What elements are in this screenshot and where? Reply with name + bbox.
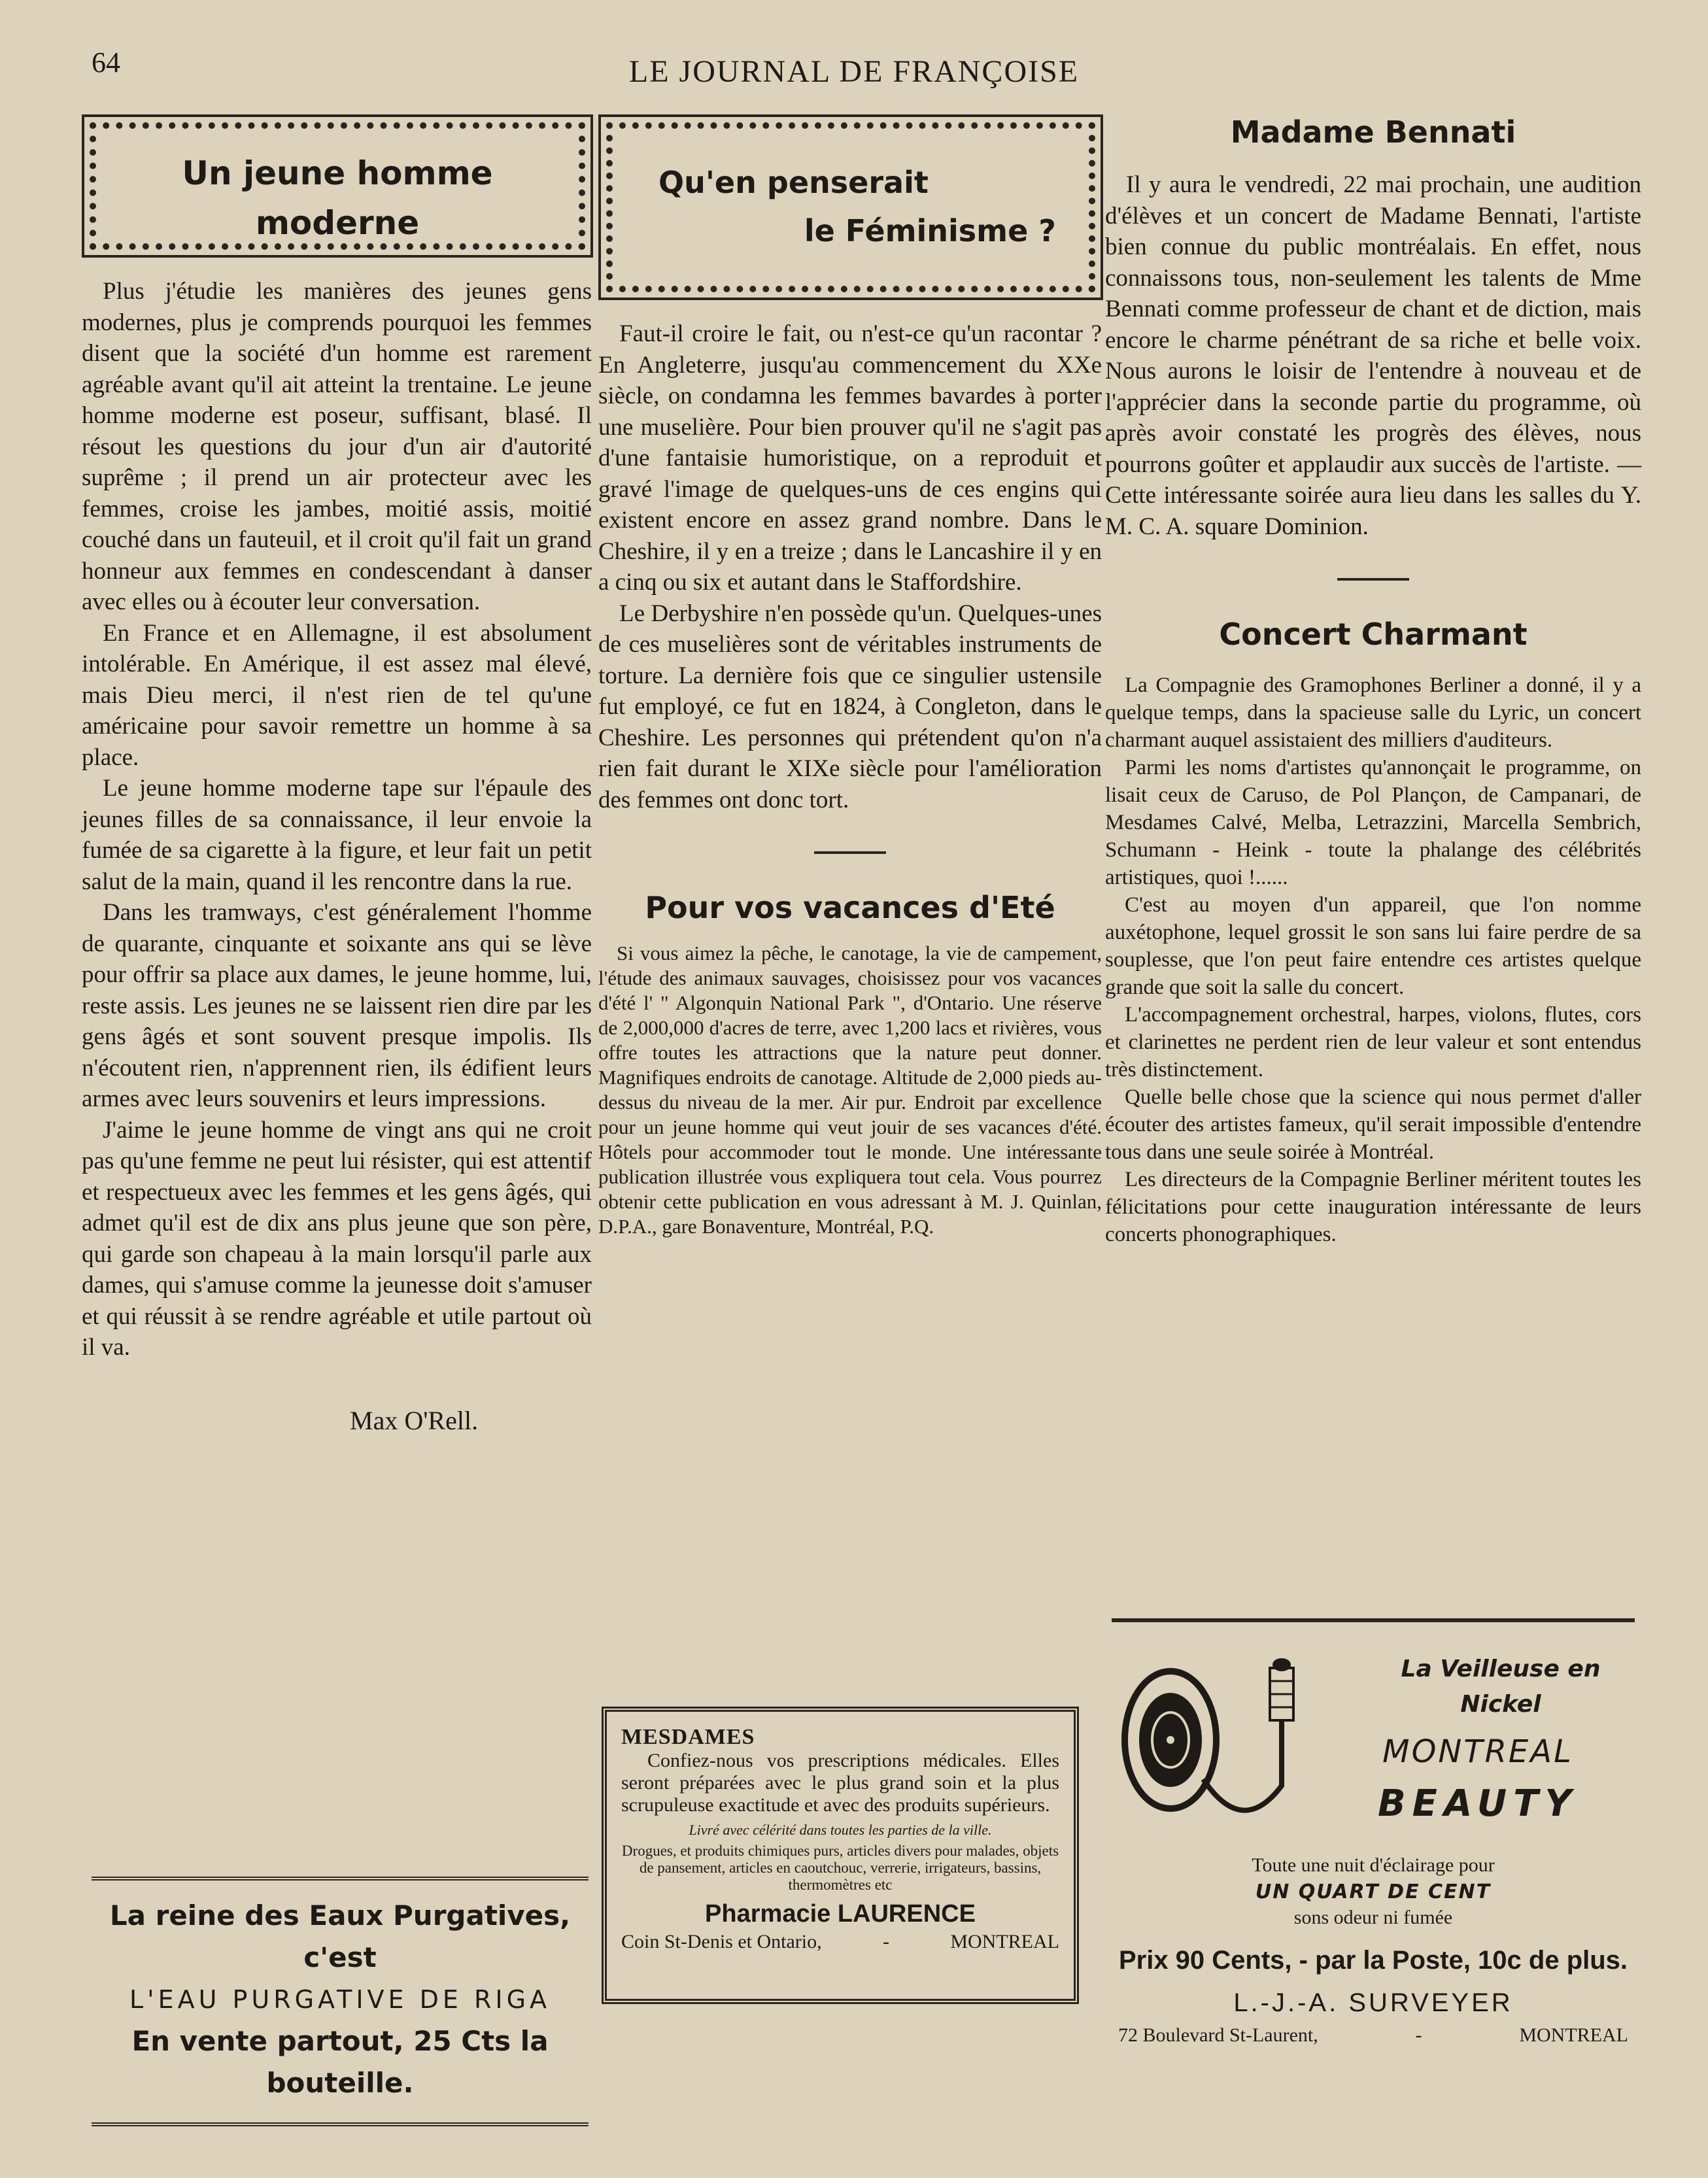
paragraph: Si vous aimez la pêche, le canotage, la vie de campement, l'étude des animaux sauvages, choisissez pour vos vacances d'été l' " Algonquin National Park ", d'Ontario. Une réserve de 2,000,000 d'acres de terre, avec 1,200 lacs et rivières, vous offre toutes les attractions que la nature peut donner. Magnifiques endroits de canotage. Altitude de 2,000 pieds au-dessus du niveau de la mer. Air pur. Endroit par excellence pour un jeune homme qui veut jouir de ses vacances d'été. Hôtels pour accommoder tout le monde. Une intéressante publication illustrée vous expliquera tout cela. Vous pourrez obtenir cette publication en vous adressant à M. J. Quinlan, D.P.A., gare Bonaventure, Montréal, P.Q. [598,942,1102,1238]
ad-pharm-name: Pharmacie LAURENCE [705,1900,976,1928]
ad-lamp-price: Prix 90 Cents, - par la Poste, 10c de plus. [1118,1946,1628,1975]
paragraph: Le jeune homme moderne tape sur l'épaule des jeunes filles de sa connaissance, il leur envoie la fumée de sa cigarette à la figure, et leur fait un petit salut de la main, quand il les rencontre dans la rue. [82,775,592,895]
paragraph: La Compagnie des Gramophones Berliner a donné, il y a quelque temps, dans la spacieuse salle du Lyric, un concert charmant auquel assistaient des milliers d'auditeurs. [1105,673,1641,752]
article-heading: Pour vos vacances d'Eté [645,890,1055,925]
page-number: 64 [92,46,120,78]
advertisement-pharmacie [602,1707,1079,2004]
article-body [598,318,1102,815]
ad-lamp-line-2: Nickel [1460,1691,1541,1718]
column-2 [598,114,1102,1239]
ad-riga-line-2: L'EAU PURGATIVE DE RIGA [129,1985,551,2014]
article-body [598,941,1102,1239]
article-title-frame [90,122,585,250]
ad-pharm-text: Confiez-nous vos prescriptions médicales. Elles seront préparées avec le plus grand soin et la plus scrupuleuse exactitude et avec des produits supérieurs. [621,1750,1059,1816]
lamp-illustration [1118,1642,1334,1851]
article-title-frame [606,122,1095,292]
author-signature: Max O'Rell. [350,1405,479,1435]
paragraph: L'accompagnement orchestral, harpes, violons, flutes, cors et clarinettes ne perdent rien de leur valeur et sont entendus très distinctement. [1105,1003,1641,1081]
ad-lamp-city: MONTREAL [1519,2024,1628,2046]
journal-title: LE JOURNAL DE FRANÇOISE [628,54,1080,89]
paragraph: J'aime le jeune homme de vingt ans qui ne croit pas qu'une femme ne peut lui résister, qui est attentif et respectueux avec les femmes et les gens âgés, qui admet qu'il est de dix ans plus jeune que son père, qui garde son chapeau à la main lorsqu'il parle aux dames, qui s'amuse comme la jeunesse doit s'amuser et qui réussit à se rendre agréable et utile partout où il va. [82,1116,592,1361]
divider [814,851,886,854]
article-title-line-1: Qu'en penserait [658,165,929,200]
ad-riga-line-3: En vente partout, 25 Cts la bouteille. [131,2025,549,2099]
column-1 [82,114,592,1436]
ad-lamp-address: 72 Boulevard St-Laurent, [1118,2024,1318,2046]
paragraph: Faut-il croire le fait, ou n'est-ce qu'un racontar ? En Angleterre, jusqu'au commencement du XXe siècle, on condamna les femmes bavardes à porter une muselière. Pour bien prouver qu'il ne s'agit pas d'une fantaisie humoristique, on a reproduit et gravé l'image de quelques-uns de ces engins qui existent encore en assez grand nombre. Dans le Cheshire, il y en a treize ; dans le Lancashire il y en a cinq ou six et autant dans le Staffordshire. [598,320,1102,596]
ad-pharm-city: MONTREAL [950,1931,1059,1952]
ad-pharm-address: Coin St-Denis et Ontario, [621,1931,822,1952]
ad-pharm-products: Drogues, et produits chimiques purs, articles divers pour malades, objets de pansement, articles en caoutchouc, verrerie, irrigateurs, bassins, thermomètres etc [621,1843,1059,1893]
ad-pharm-delivery: Livré avec célérité dans toutes les parties de la ville. [689,1822,992,1838]
ad-lamp-headline [1370,1652,1631,1722]
article-heading: Concert Charmant [1219,617,1528,652]
ad-pharm-heading: MESDAMES [621,1725,755,1749]
ad-pharm-address-line [621,1931,1059,1953]
ad-lamp-desc-1: Toute une nuit d'éclairage pour [1252,1854,1495,1876]
paragraph: En France et en Allemagne, il est absolument intolérable. En Amérique, il est assez mal élevé, mais Dieu merci, il n'est rien de tel qu'une américaine pour savoir remettre un homme à sa place. [82,619,592,771]
divider [1337,578,1409,581]
ad-lamp-desc-3: sons odeur ni fumée [1293,1907,1453,1928]
article-title-line-1: Un jeune homme [182,154,493,192]
ad-riga-line-1: La reine des Eaux Purgatives, c'est [109,1899,571,1973]
ad-lamp-brand-1: MONTREAL [1382,1733,1573,1770]
article-title-line-2: moderne [255,204,420,242]
paragraph: Parmi les noms d'artistes qu'annonçait le programme, on lisait ceux de Caruso, de Pol Plançon, de Campanari, de Mesdames Calvé, Melba, Letrazzini, Marcella Sembrich, Schumann - Heink - toute la phalange des célébrités artistiques, quoi !...... [1105,756,1641,889]
paragraph: Le Derbyshire n'en possède qu'un. Quelques-unes de ces muselières sont de véritables instruments de torture. La dernière fois que ce singulier ustensile fut employé, ce fut en 1824, à Congleton, dans le Cheshire. Les personnes qui prétendent qu'on n'a rien fait durant le XIXe siècle pour l'amélioration des femmes ont donc tort. [598,600,1102,813]
column-3 [1105,114,1641,1248]
ad-lamp-seller: L.-J.-A. SURVEYER [1233,1988,1513,2017]
article-title-line-2: le Féminisme ? [804,213,1056,248]
ad-pharm-dash: - [882,1931,889,1952]
article-heading: Madame Bennati [1230,114,1516,150]
ad-lamp-address-line [1118,2024,1628,2047]
article-body [1105,169,1641,542]
paragraph: Plus j'étudie les manières des jeunes gens modernes, plus je comprends pourquoi les femmes disent que la société d'un homme est rarement agréable avant qu'il ait atteint la trentaine. Le jeune homme moderne est poseur, suffisant, blasé. Il résout les questions du jour d'un air d'autorité suprême ; il prend un air protecteur avec les femmes, croise les jambes, moitié assis, moitié couché dans un fauteuil, et il croit qu'il fait un grand honneur aux femmes en condescendant à danser avec elles ou à écouter leur conversation. [82,278,592,615]
ad-lamp-desc-2: UN QUART DE CENT [1255,1880,1492,1903]
advertisement-veilleuse [1112,1618,1635,2050]
paragraph: Il y aura le vendredi, 22 mai prochain, une audition d'élèves et un concert de Madame Bennati, l'artiste bien connue du public montréalais. En effet, nous connaissons tous, non-seulement les talents de Mme Bennati comme professeur de chant et de diction, mais encore le charme pénétrant de sa riche et belle voix. Nous aurons le loisir de l'entendre à nouveau et de l'apprécier dans la seconde partie du programme, où après avoir constaté les progrès des élèves, nous pourrons goûter et applaudir aux succès de l'artiste. — Cette intéressante soirée aura lieu dans les salles du Y. M. C. A. square Dominion. [1105,171,1641,540]
advertisement-riga [92,1877,589,2126]
article-body [1105,672,1641,1248]
article-body [82,276,592,1363]
ad-lamp-dash: - [1415,2024,1422,2046]
ad-lamp-line-1: La Veilleuse en [1401,1656,1601,1682]
paragraph: Les directeurs de la Compagnie Berliner méritent toutes les félicitations pour cette inauguration intéressante de leurs concerts phonographiques. [1105,1168,1641,1246]
ad-lamp-brand-2: BEAUTY [1378,1782,1578,1825]
paragraph: C'est au moyen d'un appareil, que l'on nomme auxétophone, lequel grossit le son sans lui faire perdre de sa souplesse, que l'on peut faire entendre ces artistes quelque grande que soit la salle du concert. [1105,893,1641,999]
paragraph: Quelle belle chose que la science qui nous permet d'aller écouter des artistes fameux, qu'il serait impossible d'entendre tous dans une seule soirée à Montréal. [1105,1085,1641,1164]
paragraph: Dans les tramways, c'est généralement l'homme de quarante, cinquante et soixante ans qui se lève pour offrir sa place aux dames, le jeune homme, lui, reste assis. Les jeunes ne se laissent rien dire par les gens âgés et sont souvent presque impolis. Ils n'écoutent rien, n'apprennent rien, ils édifient leurs armes avec leurs souvenirs et leurs impressions. [82,899,592,1112]
